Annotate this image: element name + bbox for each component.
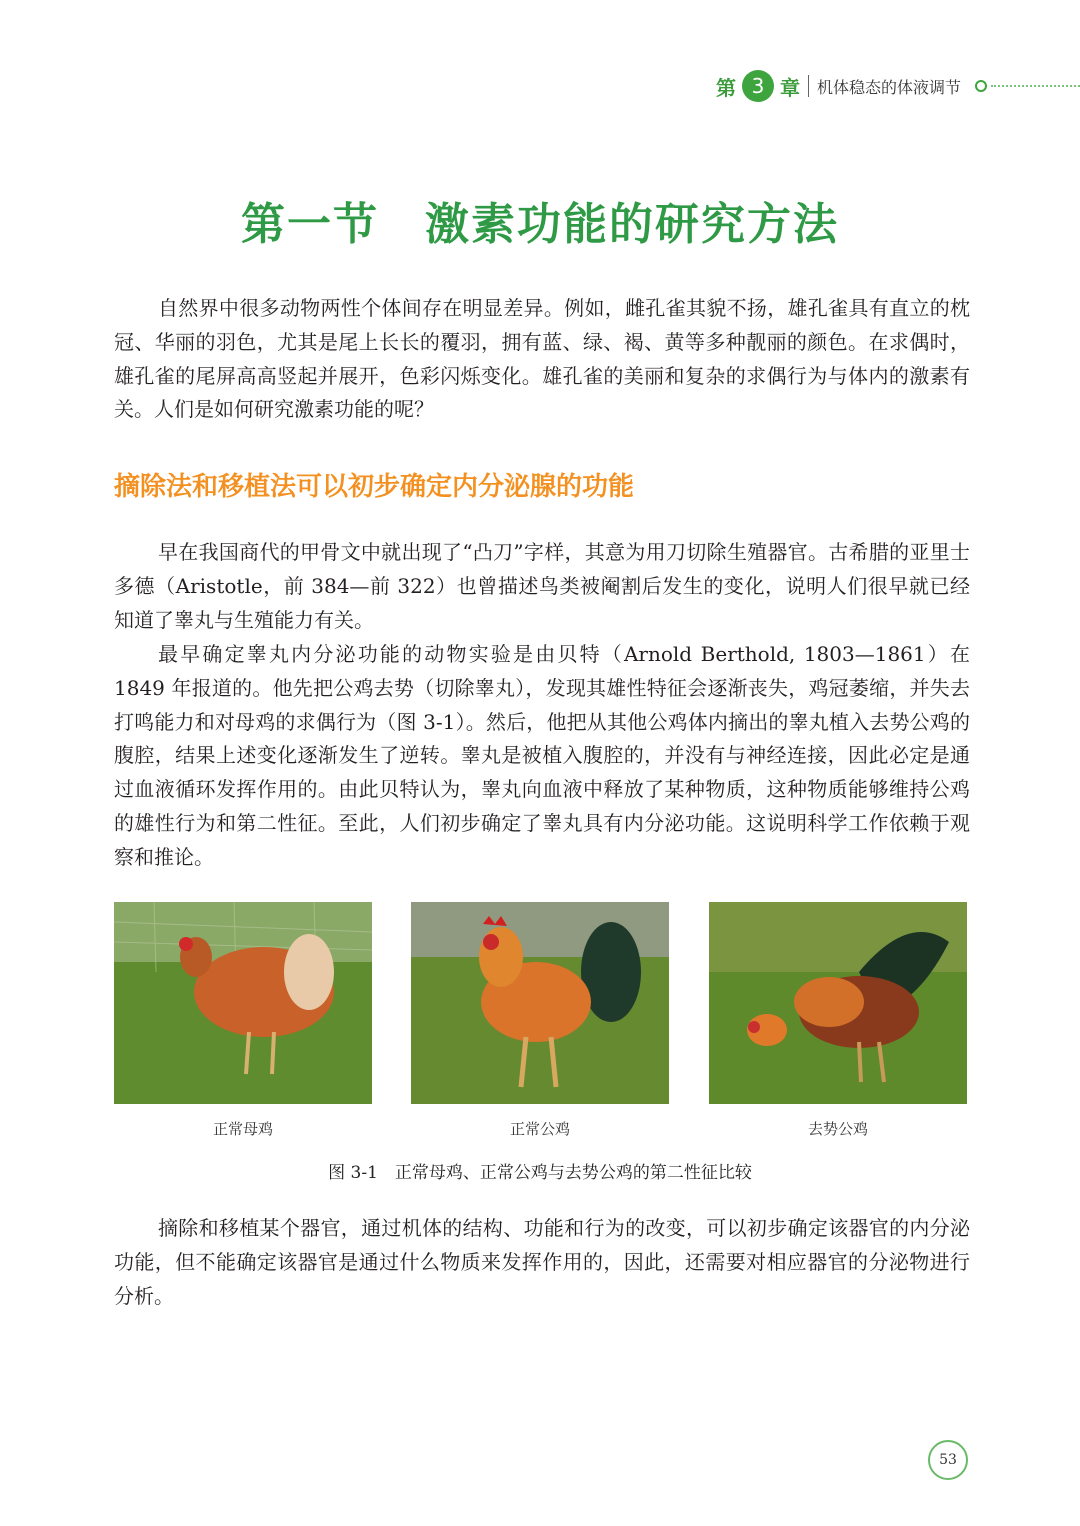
paragraph-conclusion: 摘除和移植某个器官，通过机体的结构、功能和行为的改变，可以初步确定该器官的内分泌功能，但不能确定该器官是通过什么物质来发挥作用的，因此，还需要对相应器官的分泌物进行分析。 (114, 1216, 970, 1308)
figure-caption: 图 3-1 正常母鸡、正常公鸡与去势公鸡的第二性征比较 (328, 1163, 752, 1183)
caption-normal-hen: 正常母鸡 (212, 1120, 273, 1138)
page-number: 53 (928, 1440, 968, 1480)
photo-castrated-rooster (709, 902, 967, 1104)
intro-paragraph: 自然界中很多动物两性个体间存在明显差异。例如，雌孔雀其貌不扬，雄孔雀具有直立的枕冠、华丽的羽色，尤其是尾上长长的覆羽，拥有蓝、绿、褐、黄等多种靓丽的颜色。在求偶时，雄孔雀的尾屏高高竖起并展开，色彩闪烁变化。雄孔雀的美丽和复杂的求偶行为与体内的激素有关。人们是如何研究激素功能的呢？ (114, 296, 970, 422)
photo-normal-hen (114, 902, 372, 1104)
section-title: 第一节 激素功能的研究方法 (241, 199, 839, 250)
photo-normal-rooster (411, 902, 669, 1104)
chapter-prefix: 第 (716, 75, 736, 100)
chapter-title: 机体稳态的体液调节 (817, 77, 962, 97)
subheading: 摘除法和移植法可以初步确定内分泌腺的功能 (114, 472, 635, 502)
caption-normal-rooster: 正常公鸡 (509, 1120, 570, 1138)
caption-castrated-rooster: 去势公鸡 (807, 1120, 868, 1138)
chapter-header (716, 68, 1080, 104)
paragraph-history: 早在我国商代的甲骨文中就出现了“凸刀”字样，其意为用刀切除生殖器官。古希腊的亚里士多德（Aristotle，前 384—前 322）也曾描述鸟类被阉割后发生的变化，说明人们很早就已经知道了睾丸与生殖能力有关。 (114, 540, 970, 632)
chapter-divider (808, 75, 809, 97)
chapter-suffix: 章 (780, 75, 800, 100)
header-dotted-line (991, 85, 1080, 87)
header-dot-icon (975, 80, 987, 92)
chapter-number-badge: 3 (742, 70, 774, 102)
paragraph-berthold-experiment: 最早确定睾丸内分泌功能的动物实验是由贝特（Arnold Berthold, 1803—1861）在 1849 年报道的。他先把公鸡去势（切除睾丸），发现其雄性特征会逐渐丧失，鸡冠萎缩，并失去打鸣能力和对母鸡的求偶行为（图 3-1）。然后，他把从其他公鸡体内摘出的睾丸植入去势公鸡的腹腔，结果上述变化逐渐发生了逆转。睾丸是被植入腹腔的，并没有与神经连接，因此必定是通过血液循环发挥作用的。由此贝特认为，睾丸向血液中释放了某种物质，这种物质能够维持公鸡的雄性行为和第二性征。至此，人们初步确定了睾丸具有内分泌功能。这说明科学工作依赖于观察和推论。 (114, 642, 970, 869)
